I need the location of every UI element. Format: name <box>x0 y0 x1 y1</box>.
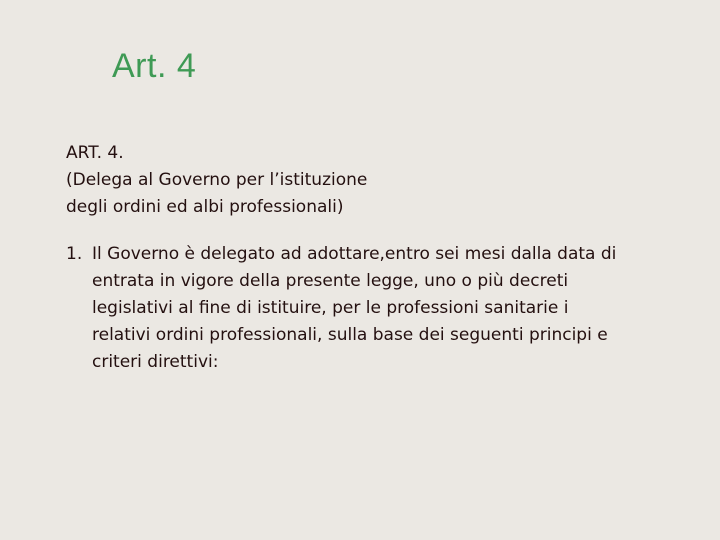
spacer <box>66 221 666 241</box>
list-item <box>66 241 666 376</box>
article-content <box>66 140 666 376</box>
article-subtitle-line-1: (Delega al Governo per l’istituzione <box>66 170 368 190</box>
article-subtitle-line-2: degli ordini ed albi professionali) <box>66 197 344 217</box>
list-item-text: Il Governo è delegato ad adottare,entro sei mesi dalla data di entrata in vigore della presente legge, uno o più decreti legislativi al fine di istituire, per le professioni sanitarie i relativi ordini professionali, sulla base dei seguenti principi e criteri direttivi: <box>92 244 617 372</box>
slide-title: Art. 4 <box>112 47 197 85</box>
list-item-number: 1. <box>66 244 83 264</box>
article-number-heading: ART. 4. <box>66 143 124 163</box>
article-heading <box>66 140 666 221</box>
